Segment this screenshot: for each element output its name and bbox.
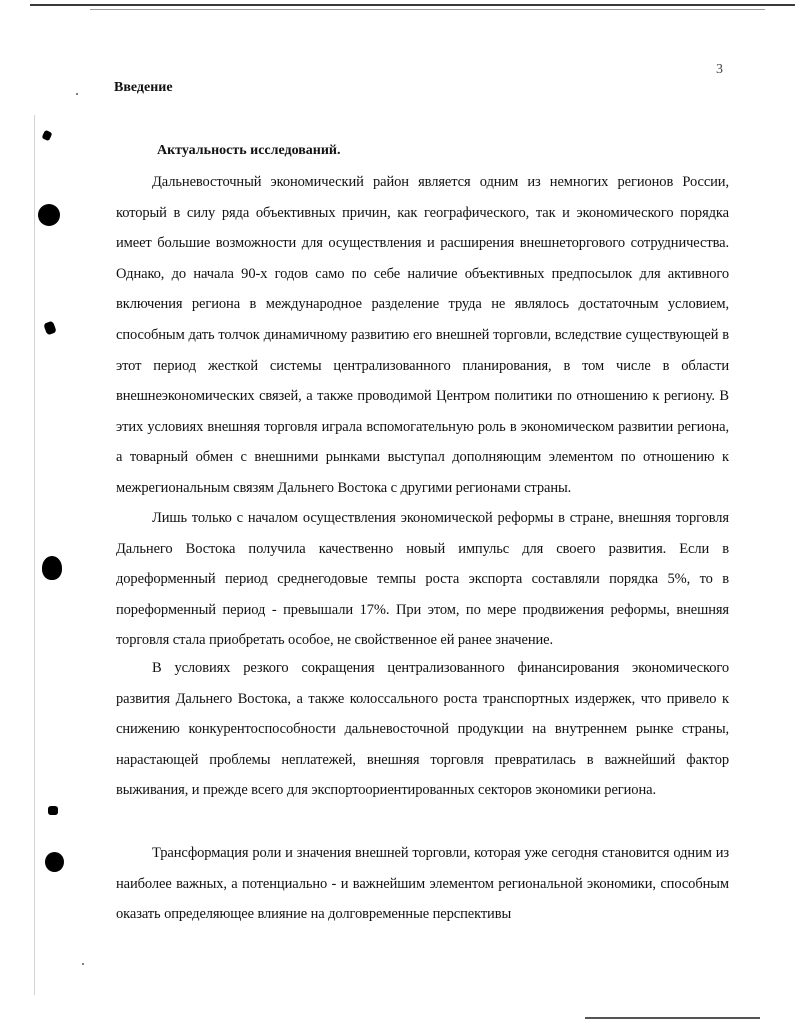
subsection-heading: Актуальность исследований.	[157, 143, 341, 158]
section-heading: Введение	[114, 80, 173, 95]
body-paragraph: Трансформация роли и значения внешней торговли, которая уже сегодня становится одним из наиболее важных, а потенциально - и важнейшим элементом региональной экономики, способным оказать определяющее влияние на долговременные перспективы	[116, 845, 729, 923]
scan-speck	[41, 130, 52, 142]
scan-left-edge	[34, 115, 35, 995]
scan-top-border	[30, 4, 795, 6]
body-paragraph: Дальневосточный экономический район является одним из немногих регионов России, который в силу ряда объективных причин, как географического, так и экономического порядка имеет большие возможности для осуществления и расширения внешнеторгового сотрудничества. Однако, до начала 90-х годов само по себе наличие объективных предпосылок для активного включения региона в международное разделение труда не являлось достаточным условием, способным дать толчок динамичному развитию его внешней торговли, вследствие существующей в этот период жесткой системы централизованного планирования, в том числе в области внешнеэкономических связей, а также проводимой Центром политики по отношению к региону. В этих условиях внешняя торговля играла вспомогательную роль в экономическом развитии региона, а товарный обмен с внешними рынками выступал дополняющим элементом по отношению к межрегиональным связям Дальнего Востока с другими регионами страны.	[116, 174, 729, 496]
punch-hole	[42, 556, 62, 580]
scan-dot	[82, 963, 84, 965]
scan-dot	[76, 93, 78, 95]
scan-speck	[43, 321, 57, 336]
body-paragraph: Лишь только с началом осуществления экономической реформы в стране, внешняя торговля Дальнего Востока получила качественно новый импульс для своего развития. Если в дореформенный период среднегодовые темпы роста экспорта составляли порядка 5%, то в пореформенный период - превышали 17%. При этом, по мере продвижения реформы, внешняя торговля стала приобретать особое, не свойственное ей ранее значение.	[116, 510, 729, 649]
punch-hole	[38, 204, 60, 226]
scan-bottom-border	[585, 1017, 760, 1019]
scan-top-border-faint	[90, 9, 765, 10]
punch-hole	[45, 852, 64, 872]
body-paragraph: В условиях резкого сокращения централизованного финансирования экономического развития Дальнего Востока, а также колоссального роста транспортных издержек, что привело к снижению конкурентоспособности дальневосточной продукции на внутреннем рынке страны, нарастающей проблемы неплатежей, внешняя торговля превратилась в важнейший фактор выживания, и прежде всего для экспортоориентированных секторов экономики региона.	[116, 660, 729, 799]
page-number: 3	[716, 62, 723, 77]
scan-speck	[48, 806, 58, 815]
